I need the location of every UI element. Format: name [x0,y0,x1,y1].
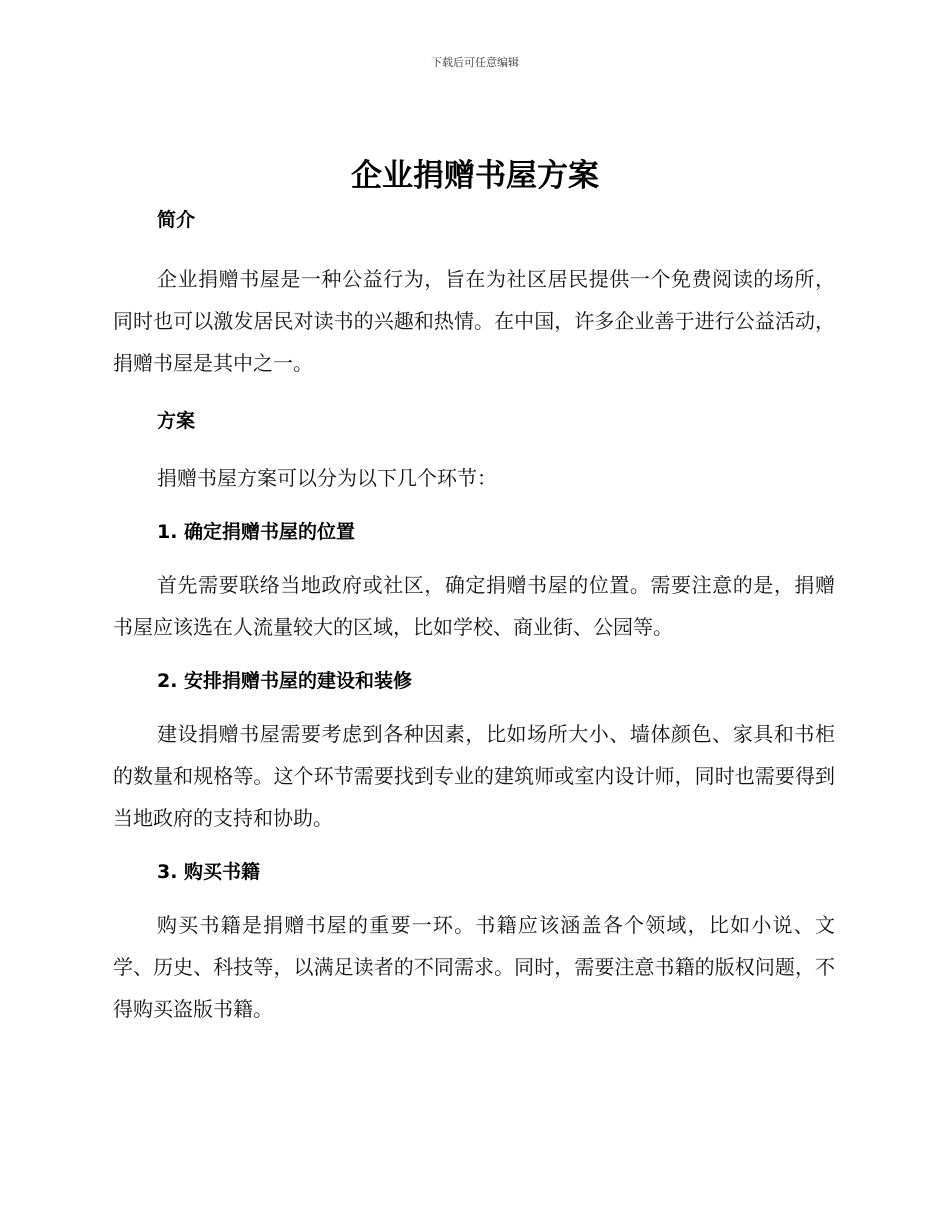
section-heading-step-1: 1. 确定捐赠书屋的位置 [157,521,356,543]
section-heading-intro: 简介 [157,209,196,231]
paragraph-step-1: 首先需要联络当地政府或社区，确定捐赠书屋的位置。需要注意的是，捐赠书屋应该选在人流量较大的区域，比如学校、商业街、公园等。 [113,573,835,639]
document-body [113,204,835,1030]
document-title: 企业捐赠书屋方案 [351,158,599,194]
paragraph-plan-intro: 捐赠书屋方案可以分为以下几个环节： [157,466,497,490]
paragraph-step-3: 购买书籍是捐赠书屋的重要一环。书籍应该涵盖各个领域，比如小说、文学、历史、科技等，以满足读者的不同需求。同时，需要注意书籍的版权问题，不得购买盗版书籍。 [113,913,835,1021]
section-heading-plan: 方案 [157,410,196,432]
section-heading-step-2: 2. 安排捐赠书屋的建设和装修 [157,670,413,692]
section-heading-step-3: 3. 购买书籍 [157,861,261,883]
paragraph-intro: 企业捐赠书屋是一种公益行为，旨在为社区居民提供一个免费阅读的场所，同时也可以激发居民对读书的兴趣和热情。在中国，许多企业善于进行公益活动，捐赠书屋是其中之一。 [113,267,835,375]
paragraph-step-2: 建设捐赠书屋需要考虑到各种因素，比如场所大小、墙体颜色、家具和书柜的数量和规格等。这个环节需要找到专业的建筑师或室内设计师，同时也需要得到当地政府的支持和协助。 [113,722,835,830]
page-header-note: 下载后可任意编辑 [431,56,519,69]
